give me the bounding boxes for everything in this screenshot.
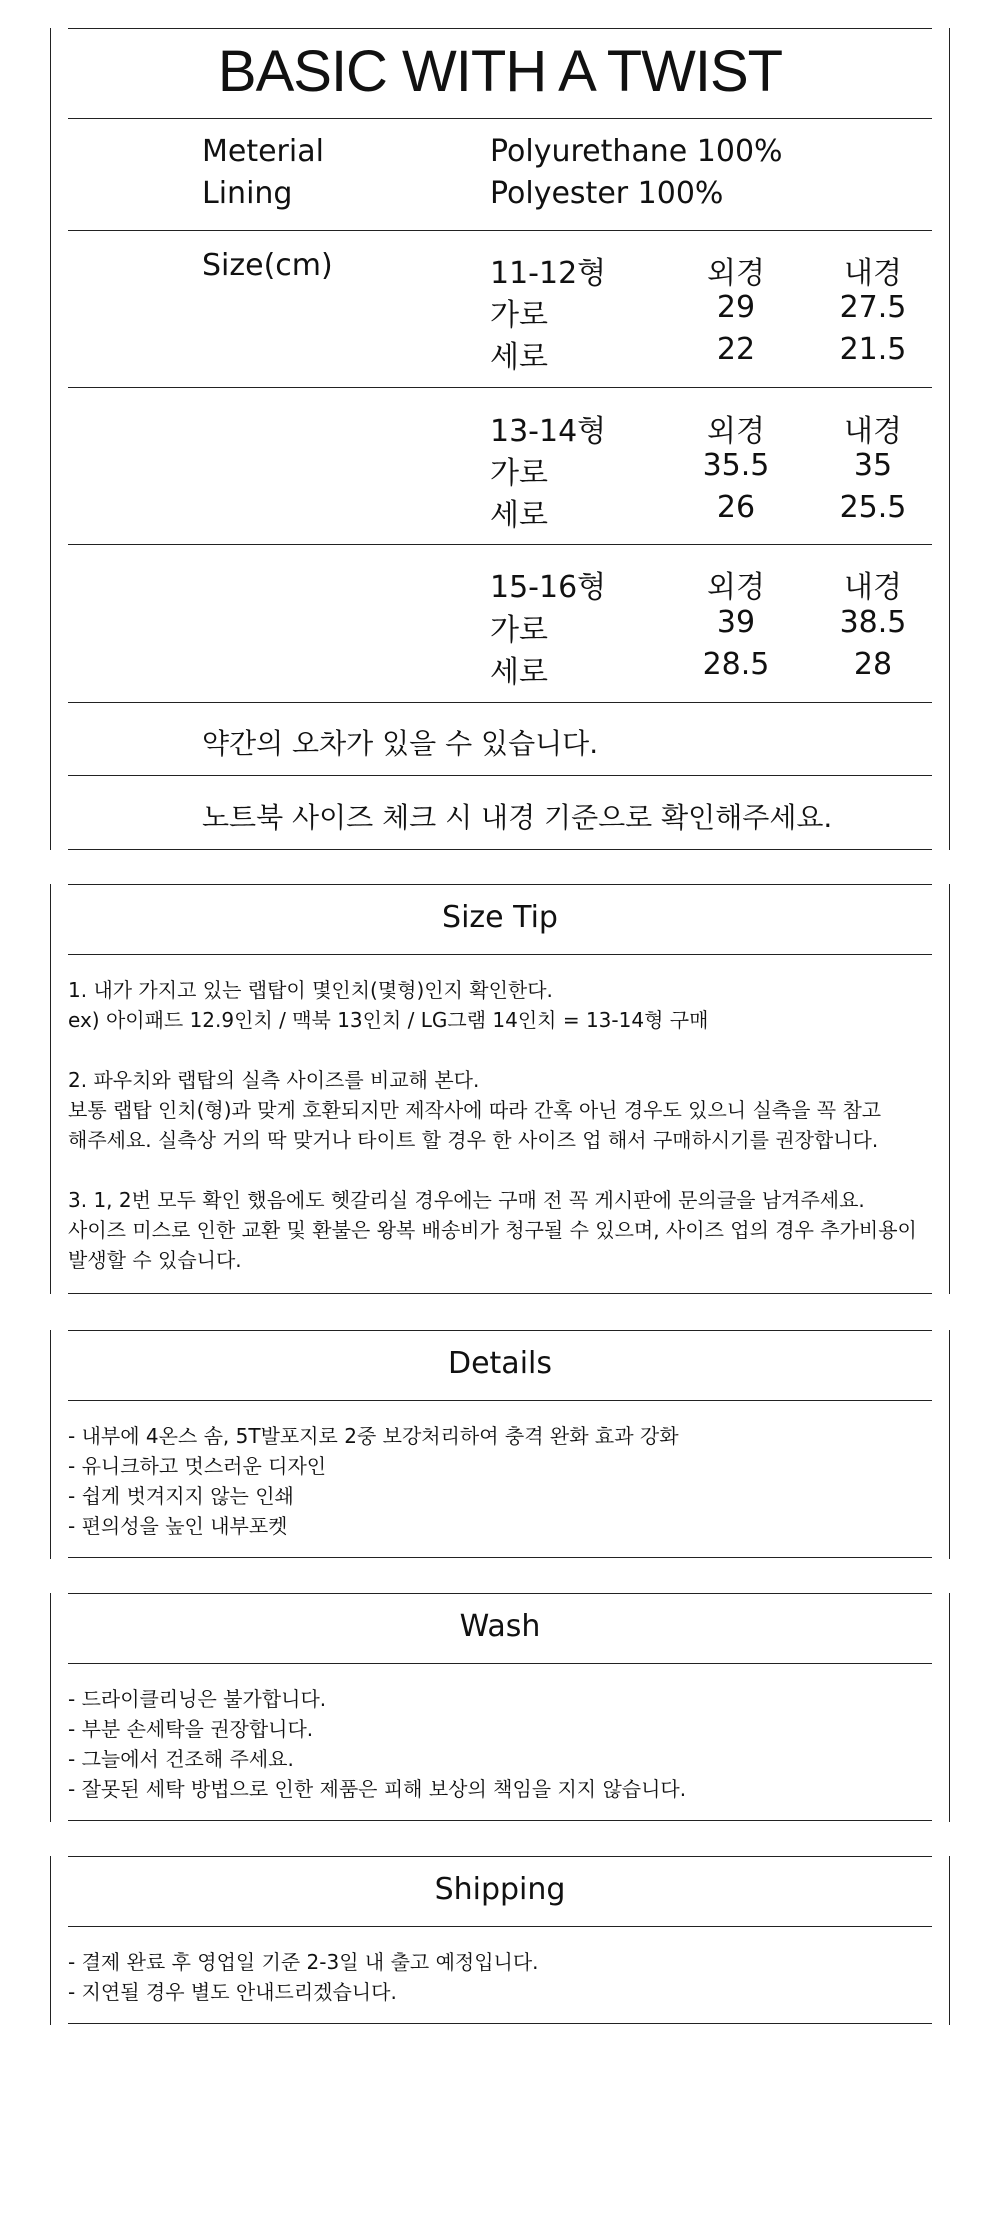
- size-row-label: 가로: [490, 298, 548, 333]
- shipping-section: [50, 1856, 950, 2025]
- size-value: 28: [853, 647, 893, 682]
- size-tip-line: 1. 내가 가지고 있는 랩탑이 몇인치(몇형)인지 확인한다.: [68, 978, 553, 1002]
- size-tip-line: 3. 1, 2번 모두 확인 했음에도 헷갈리실 경우에는 구매 전 꼭 게시판에 문의글을 남겨주세요.: [68, 1188, 865, 1212]
- spec-value-lining: Polyester 100%: [490, 176, 724, 211]
- size-label: Size(cm): [202, 248, 333, 283]
- size-value: 39: [716, 605, 756, 640]
- size-col-outer: 외경: [707, 414, 765, 449]
- size-value: 22: [716, 332, 756, 367]
- size-group-header: 13-14형: [490, 414, 607, 449]
- divider: [68, 884, 932, 885]
- size-value: 25.5: [839, 490, 907, 525]
- details-line: - 쉽게 벗겨지지 않는 인쇄: [68, 1484, 294, 1508]
- details-line: - 유니크하고 멋스러운 디자인: [68, 1454, 327, 1478]
- divider: [68, 954, 932, 955]
- divider: [68, 2023, 932, 2024]
- size-col-outer: 외경: [707, 256, 765, 291]
- page-title: BASIC WITH A TWIST: [217, 39, 783, 104]
- wash-line: - 그늘에서 건조해 주세요.: [68, 1747, 294, 1771]
- details-section: [50, 1330, 950, 1559]
- divider: [68, 775, 932, 776]
- size-value: 28.5: [702, 647, 770, 682]
- size-col-outer: 외경: [707, 570, 765, 605]
- note-tolerance: 약간의 오차가 있을 수 있습니다.: [202, 727, 599, 760]
- shipping-line: - 지연될 경우 별도 안내드리겠습니다.: [68, 1980, 397, 2004]
- product-spec-section: [50, 28, 950, 850]
- divider: [68, 1400, 932, 1401]
- size-tip-line: 보통 랩탑 인치(형)과 맞게 호환되지만 제작사에 따라 간혹 아닌 경우도 있으니 실측을 꼭 참고: [68, 1098, 882, 1122]
- size-tip-line: 2. 파우치와 랩탑의 실측 사이즈를 비교해 본다.: [68, 1068, 480, 1092]
- wash-line: - 드라이클리닝은 불가합니다.: [68, 1687, 327, 1711]
- divider: [68, 849, 932, 850]
- section-title-details: Details: [447, 1346, 552, 1381]
- size-tip-line: 해주세요. 실측상 거의 딱 맞거나 타이트 할 경우 한 사이즈 업 해서 구매하시기를 권장합니다.: [68, 1128, 879, 1152]
- size-row-label: 가로: [490, 613, 548, 648]
- size-group-header: 11-12형: [490, 256, 607, 291]
- size-tip-line: 사이즈 미스로 인한 교환 및 환불은 왕복 배송비가 청구될 수 있으며, 사이즈 업의 경우 추가비용이: [68, 1218, 917, 1242]
- size-group-header: 15-16형: [490, 570, 607, 605]
- section-title-shipping: Shipping: [434, 1872, 566, 1907]
- wash-section: [50, 1593, 950, 1822]
- spec-value-material: Polyurethane 100%: [490, 134, 783, 169]
- divider: [68, 1663, 932, 1664]
- size-tip-section: [50, 884, 950, 1294]
- size-row-label: 세로: [490, 498, 548, 533]
- size-row-label: 세로: [490, 340, 548, 375]
- size-col-inner: 내경: [844, 570, 902, 605]
- divider: [68, 28, 932, 29]
- divider: [68, 1593, 932, 1594]
- size-value: 38.5: [839, 605, 907, 640]
- divider: [68, 702, 932, 703]
- divider: [68, 1330, 932, 1331]
- details-line: - 편의성을 높인 내부포켓: [68, 1514, 288, 1538]
- divider: [68, 1557, 932, 1558]
- divider: [68, 1293, 932, 1294]
- section-title-size-tip: Size Tip: [442, 900, 558, 935]
- size-value: 27.5: [839, 290, 907, 325]
- size-value: 35.5: [702, 448, 770, 483]
- section-title-wash: Wash: [459, 1609, 541, 1644]
- size-col-inner: 내경: [844, 414, 902, 449]
- divider: [68, 544, 932, 545]
- wash-line: - 부분 손세탁을 권장합니다.: [68, 1717, 314, 1741]
- wash-line: - 잘못된 세탁 방법으로 인한 제품은 피해 보상의 책임을 지지 않습니다.: [68, 1777, 687, 1801]
- divider: [68, 230, 932, 231]
- size-value: 21.5: [839, 332, 907, 367]
- note-inner-size: 노트북 사이즈 체크 시 내경 기준으로 확인해주세요.: [202, 801, 833, 834]
- divider: [68, 1926, 932, 1927]
- size-row-label: 가로: [490, 456, 548, 491]
- size-tip-line: 발생할 수 있습니다.: [68, 1248, 242, 1272]
- shipping-line: - 결제 완료 후 영업일 기준 2-3일 내 출고 예정입니다.: [68, 1950, 539, 1974]
- size-value: 29: [716, 290, 756, 325]
- divider: [68, 387, 932, 388]
- spec-label-lining: Lining: [202, 176, 293, 211]
- size-col-inner: 내경: [844, 256, 902, 291]
- size-value: 35: [853, 448, 893, 483]
- size-tip-line: ex) 아이패드 12.9인치 / 맥북 13인치 / LG그램 14인치 = 13-14형 구매: [68, 1008, 709, 1032]
- spec-label-material: Meterial: [202, 134, 324, 169]
- size-row-label: 세로: [490, 655, 548, 690]
- divider: [68, 1820, 932, 1821]
- divider: [68, 1856, 932, 1857]
- divider: [68, 118, 932, 119]
- size-value: 26: [716, 490, 756, 525]
- details-line: - 내부에 4온스 솜, 5T발포지로 2중 보강처리하여 충격 완화 효과 강화: [68, 1424, 679, 1448]
